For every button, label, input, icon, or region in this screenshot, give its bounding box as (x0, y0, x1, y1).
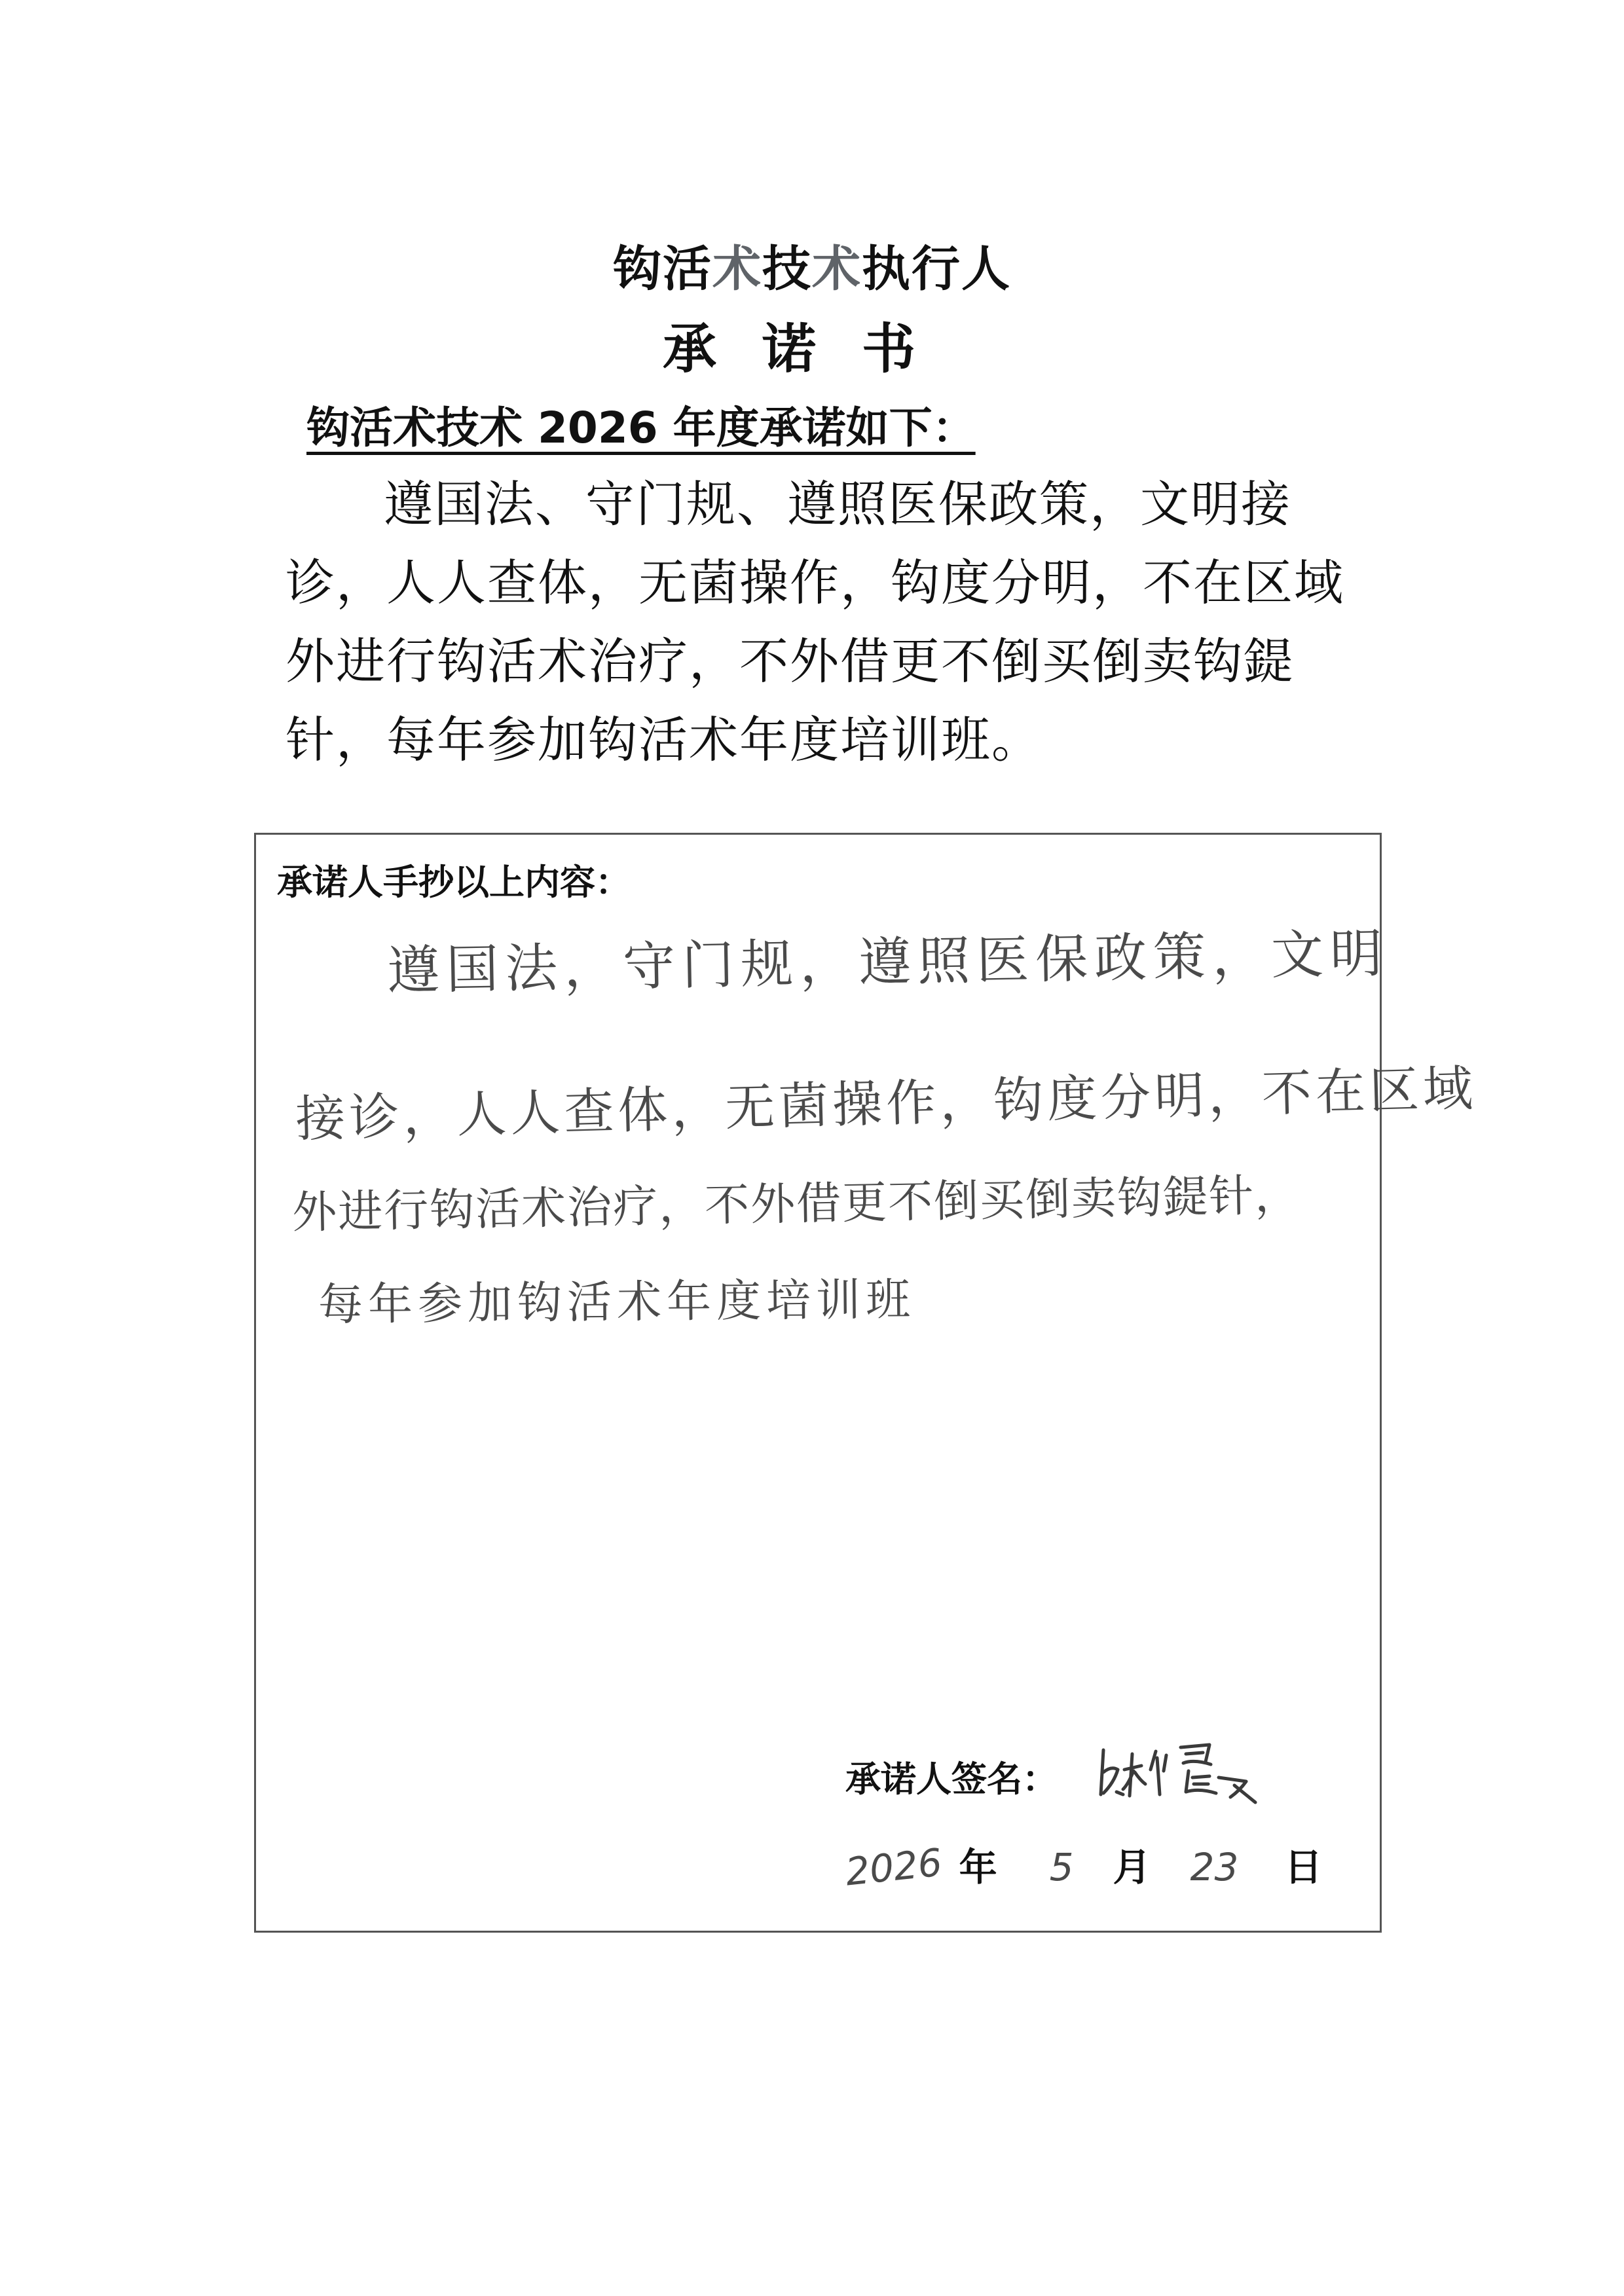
document-title (0, 230, 1624, 300)
handwritten-line-4: 每年参加钩活术年度培训班 (318, 1274, 916, 1331)
signature-label: 承诺人签名： (845, 1758, 1058, 1800)
document-subtitle: 承诺书 (662, 318, 961, 380)
title-part1: 钩活 (613, 241, 712, 297)
signature-image (1094, 1732, 1291, 1810)
title-part3: 执行人 (862, 241, 1011, 297)
date-line (843, 1836, 1323, 1895)
title-gray-char-2: 术 (812, 241, 862, 297)
handwritten-line-1: 遵国法，守门规，遵照医保政策，文明 (386, 922, 1390, 1002)
date-year: 2026 (843, 1840, 944, 1895)
date-year-label: 年 (959, 1845, 997, 1889)
intro-heading: 钩活术技术 2026 年度承诺如下： (306, 403, 976, 453)
pledge-body: 遵国法、守门规、遵照医保政策，文明接诊，人人查体，无菌操作，钩度分明，不在区域外进行钩活术治疗，不外借更不倒买倒卖钩鍉针，每年参加钩活术年度培训班。 (286, 475, 1345, 769)
handwriting-box (254, 833, 1478, 1933)
title-gray-char-1: 术 (712, 241, 762, 297)
date-month-label: 月 (1113, 1845, 1151, 1889)
date-day: 23 (1190, 1845, 1239, 1889)
handwriting-box-label: 承诺人手抄以上内容： (277, 862, 631, 903)
handwritten-line-2: 接诊，人人查体，无菌操作，钩度分明，不在区域 (295, 1059, 1478, 1148)
title-part2: 技 (762, 241, 812, 297)
date-month: 5 (1049, 1845, 1074, 1889)
handwritten-line-3: 外进行钩活术治疗，不外借更不倒买倒卖钩鍉针， (291, 1169, 1301, 1239)
date-day-label: 日 (1284, 1845, 1323, 1889)
